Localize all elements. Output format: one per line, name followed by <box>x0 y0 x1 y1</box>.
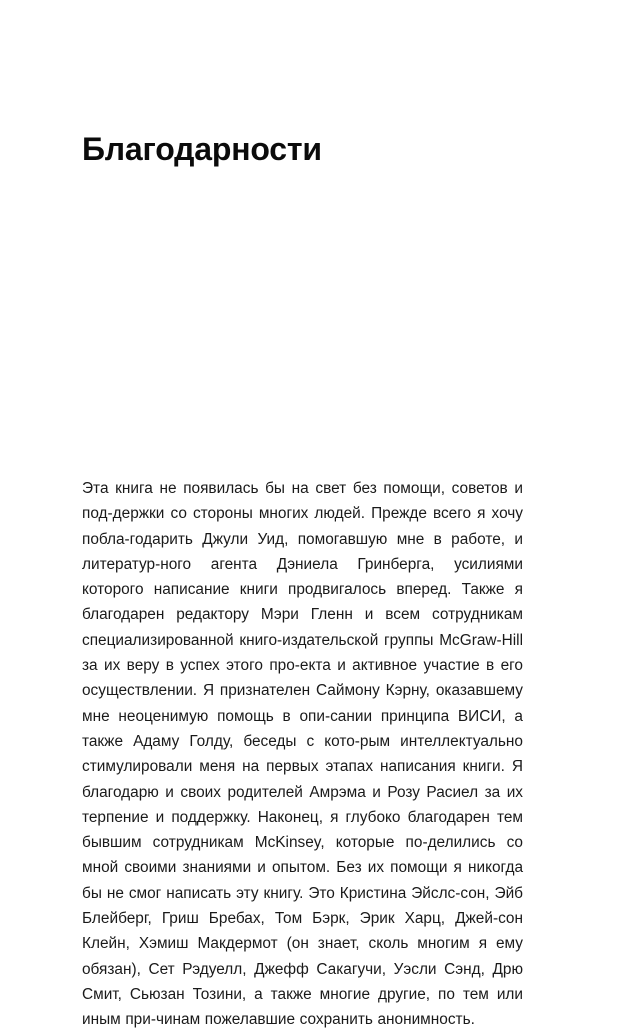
body-paragraph: Эта книга не появилась бы на свет без помощи, советов и под-держки со стороны многих людей. Прежде всего я хочу побла-годарить Джули Уид, помогавшую мне в работе, и литератур-ного агента Дэниела Гринберга, усилиями которого написание книги продвигалось вперед. Также я благодарен редактору Мэри Гленн и всем сотрудникам специализированной книго-издательской группы McGraw-Hill за их веру в успех этого про-екта и активное участие в его осуществлении. Я признателен Саймону Кэрну, оказавшему мне неоценимую помощь в опи-сании принципа ВИСИ, а также Адаму Голду, беседы с кото-рым интеллектуально стимулировали меня на первых этапах написания книги. Я благодарю и своих родителей Амрэма и Розу Расиел за их терпение и поддержку. Наконец, я глубоко благодарен тем бывшим сотрудникам McKinsey, которые по-делились со мной своими знаниями и опытом. Без их помощи я никогда бы не смог написать эту книгу. Это Кристина Эйслс-сон, Эйб Блейберг, Гриш Бребах, Том Бэрк, Эрик Харц, Джей-сон Клейн, Хэмиш Макдермот (он знает, сколь многим я ему обязан), Сет Рэдуелл, Джефф Сакагучи, Уэсли Сэнд, Дрю Смит, Сьюзан Тозини, а также многие другие, по тем или иным при-чинам пожелавшие сохранить анонимность. <box>82 480 523 1029</box>
page-content <box>82 0 532 1029</box>
page-title: Благодарности <box>82 131 322 167</box>
body-text-block <box>82 476 523 1033</box>
